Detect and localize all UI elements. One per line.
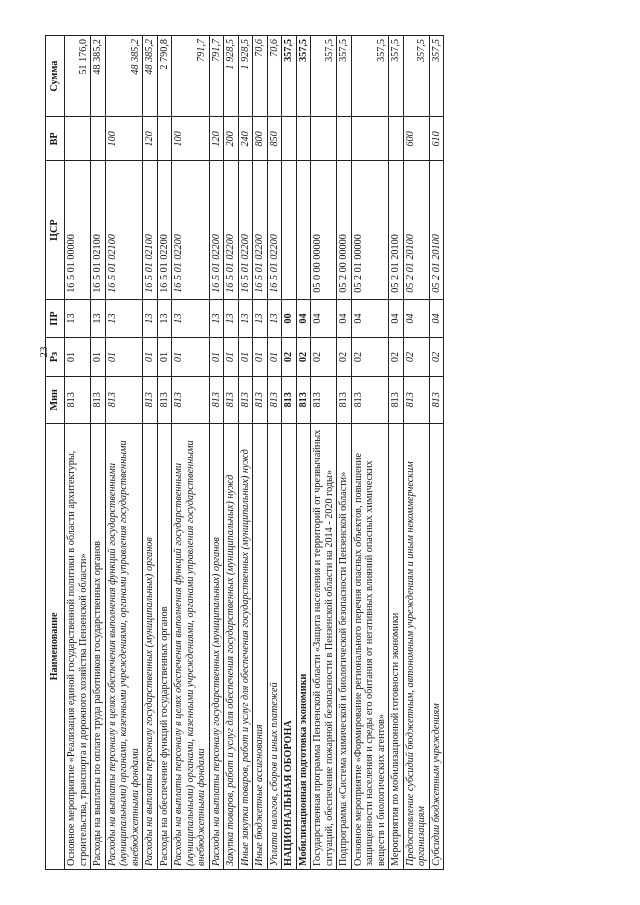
cell-min: 813: [238, 376, 253, 423]
cell-pr: 13: [65, 299, 91, 337]
cell-vr: [91, 117, 106, 161]
cell-sum: 357,5: [389, 36, 404, 117]
cell-name: Иные закупки товаров, работ и услуг для обеспечения государственных (муниципальных) нужд: [238, 423, 253, 869]
page-number: 23: [38, 346, 50, 358]
cell-rz: 01: [143, 338, 158, 376]
cell-pr: 04: [351, 299, 389, 337]
cell-sum: 357,5: [429, 36, 444, 117]
cell-pr: 13: [267, 299, 282, 337]
cell-vr: [389, 117, 404, 161]
cell-csr: 05 2 00 00000: [337, 161, 352, 299]
cell-vr: 120: [143, 117, 158, 161]
cell-min: 813: [209, 376, 224, 423]
table-row: [337, 36, 352, 870]
cell-name: Иные бюджетные ассигнования: [253, 423, 268, 869]
cell-csr: 16 5 01 02100: [91, 161, 106, 299]
cell-rz: 01: [209, 338, 224, 376]
cell-rz: 01: [105, 338, 143, 376]
cell-name: Расходы на выплаты персоналу в целях обеспечения выполнения функций государственными (муниципальными) органами, казенными учреждениями, органами управления государственными внебюджетными фондами: [105, 423, 143, 869]
budget-table: [45, 35, 444, 870]
cell-sum: 357,5: [311, 36, 337, 117]
table-row: [282, 36, 297, 870]
cell-sum: 357,5: [282, 36, 297, 117]
cell-csr: 05 0 00 00000: [311, 161, 337, 299]
cell-sum: 48 385,2: [143, 36, 158, 117]
table-row: [209, 36, 224, 870]
cell-name: Государственная программа Пензенской области «Защита населения и территорий от чрезвычайных ситуаций, обеспечение пожарной безопасности в Пензенской области на 2014 - 2020 годы»: [311, 423, 337, 869]
cell-rz: 02: [389, 338, 404, 376]
cell-sum: 357,5: [296, 36, 311, 117]
cell-csr: [282, 161, 297, 299]
cell-sum: 1 928,5: [238, 36, 253, 117]
cell-name: Уплата налогов, сборов и иных платежей: [267, 423, 282, 869]
cell-name: Основное мероприятие «Реализация единой государственной политики в области архитектуры, строительства, транспорта и дорожного хозяйства Пензенской области»: [65, 423, 91, 869]
cell-csr: [296, 161, 311, 299]
cell-min: 813: [337, 376, 352, 423]
cell-name: Предоставление субсидий бюджетным, автономным учреждениям и иным некоммерческим организациям: [403, 423, 429, 869]
cell-name: Расходы на обеспечение функций государственных органов: [157, 423, 172, 869]
cell-csr: 16 5 01 02200: [172, 161, 210, 299]
cell-vr: 610: [429, 117, 444, 161]
cell-rz: 02: [282, 338, 297, 376]
cell-rz: 02: [337, 338, 352, 376]
cell-min: 813: [267, 376, 282, 423]
cell-csr: 16 5 01 02200: [224, 161, 239, 299]
cell-vr: [157, 117, 172, 161]
cell-pr: 04: [403, 299, 429, 337]
table-body: [65, 36, 444, 870]
cell-pr: 13: [172, 299, 210, 337]
col-header-rz: Рз: [46, 338, 65, 376]
cell-pr: 04: [311, 299, 337, 337]
header-row: [46, 36, 65, 870]
cell-rz: 02: [403, 338, 429, 376]
cell-vr: 100: [172, 117, 210, 161]
table-row: [429, 36, 444, 870]
col-header-name: Наименование: [46, 423, 65, 869]
table-row: [157, 36, 172, 870]
col-header-sum: Сумма: [46, 36, 65, 117]
cell-min: 813: [157, 376, 172, 423]
cell-rz: 01: [238, 338, 253, 376]
cell-sum: 791,7: [172, 36, 210, 117]
cell-rz: 01: [267, 338, 282, 376]
cell-csr: 05 2 01 20100: [403, 161, 429, 299]
table-row: [267, 36, 282, 870]
cell-csr: 16 5 01 02200: [253, 161, 268, 299]
table-row: [351, 36, 389, 870]
table-row: [403, 36, 429, 870]
cell-csr: 05 2 01 00000: [351, 161, 389, 299]
cell-pr: 13: [157, 299, 172, 337]
cell-name: Мобилизационная подготовка экономики: [296, 423, 311, 869]
cell-name: Расходы на выплаты персоналу государственных (муниципальных) органов: [209, 423, 224, 869]
cell-name: Расходы на выплаты по оплате труда работников государственных органов: [91, 423, 106, 869]
cell-sum: 70,6: [267, 36, 282, 117]
cell-vr: 200: [224, 117, 239, 161]
cell-rz: 01: [224, 338, 239, 376]
cell-min: 813: [253, 376, 268, 423]
cell-csr: 16 5 01 02200: [157, 161, 172, 299]
cell-vr: 120: [209, 117, 224, 161]
cell-csr: 16 5 01 02200: [267, 161, 282, 299]
cell-vr: 100: [105, 117, 143, 161]
cell-name: НАЦИОНАЛЬНАЯ ОБОРОНА: [282, 423, 297, 869]
cell-pr: 13: [209, 299, 224, 337]
cell-rz: 01: [91, 338, 106, 376]
cell-csr: 16 5 01 02100: [143, 161, 158, 299]
col-header-csr: ЦСР: [46, 161, 65, 299]
cell-vr: 800: [253, 117, 268, 161]
cell-sum: 51 176,0: [65, 36, 91, 117]
cell-pr: 13: [238, 299, 253, 337]
cell-name: Расходы на выплаты персоналу государственных (муниципальных) органов: [143, 423, 158, 869]
cell-name: Закупка товаров, работ и услуг для обеспечения государственных (муниципальных) нужд: [224, 423, 239, 869]
table-row: [143, 36, 158, 870]
table-row: [253, 36, 268, 870]
cell-vr: [311, 117, 337, 161]
cell-pr: 13: [253, 299, 268, 337]
cell-sum: 48 385,2: [91, 36, 106, 117]
cell-vr: [351, 117, 389, 161]
cell-sum: 357,5: [403, 36, 429, 117]
cell-vr: [282, 117, 297, 161]
cell-min: 813: [403, 376, 429, 423]
cell-rz: 02: [311, 338, 337, 376]
table-row: [91, 36, 106, 870]
table-row: [238, 36, 253, 870]
cell-vr: [65, 117, 91, 161]
cell-min: 813: [143, 376, 158, 423]
cell-pr: 04: [429, 299, 444, 337]
cell-csr: 16 5 01 00000: [65, 161, 91, 299]
cell-rz: 01: [65, 338, 91, 376]
cell-name: Мероприятия по мобилизационной готовности экономики: [389, 423, 404, 869]
cell-rz: 02: [351, 338, 389, 376]
table-row: [389, 36, 404, 870]
cell-min: 813: [311, 376, 337, 423]
cell-sum: 357,5: [337, 36, 352, 117]
table-row: [65, 36, 91, 870]
cell-vr: [296, 117, 311, 161]
cell-vr: 600: [403, 117, 429, 161]
cell-vr: 850: [267, 117, 282, 161]
cell-pr: 13: [224, 299, 239, 337]
cell-pr: 04: [296, 299, 311, 337]
col-header-vr: ВР: [46, 117, 65, 161]
cell-rz: 01: [157, 338, 172, 376]
cell-csr: 16 5 01 02100: [105, 161, 143, 299]
cell-rz: 02: [296, 338, 311, 376]
cell-rz: 02: [429, 338, 444, 376]
cell-name: Субсидии бюджетным учреждениям: [429, 423, 444, 869]
cell-min: 813: [429, 376, 444, 423]
cell-vr: [337, 117, 352, 161]
table-row: [105, 36, 143, 870]
cell-csr: 05 2 01 20100: [389, 161, 404, 299]
cell-min: 813: [282, 376, 297, 423]
cell-pr: 13: [143, 299, 158, 337]
cell-csr: 05 2 01 20100: [429, 161, 444, 299]
cell-min: 813: [389, 376, 404, 423]
cell-sum: 70,6: [253, 36, 268, 117]
cell-sum: 2 790,8: [157, 36, 172, 117]
cell-sum: 791,7: [209, 36, 224, 117]
col-header-pr: ПР: [46, 299, 65, 337]
col-header-min: Мин: [46, 376, 65, 423]
cell-name: Подпрограмма «Система химической и биологической безопасности Пензенской области»: [337, 423, 352, 869]
cell-csr: 16 5 01 02200: [209, 161, 224, 299]
cell-rz: 01: [253, 338, 268, 376]
cell-name: Расходы на выплаты персоналу в целях обеспечения выполнения функций государственными (муниципальными) органами, казенными учреждениями, органами управления государственными внебюджетными фондами: [172, 423, 210, 869]
table-row: [172, 36, 210, 870]
cell-pr: 04: [389, 299, 404, 337]
cell-min: 813: [351, 376, 389, 423]
cell-pr: 13: [91, 299, 106, 337]
cell-min: 813: [91, 376, 106, 423]
cell-sum: 48 385,2: [105, 36, 143, 117]
cell-pr: 04: [337, 299, 352, 337]
table-row: [296, 36, 311, 870]
cell-min: 813: [296, 376, 311, 423]
cell-name: Основное мероприятие «Формирование регионального перечня опасных объектов, повышение защищенности населения и среды его обитания от негативных влияний опасных химических веществ и биологических агентов»: [351, 423, 389, 869]
cell-min: 813: [105, 376, 143, 423]
table-row: [224, 36, 239, 870]
cell-min: 813: [172, 376, 210, 423]
cell-pr: 00: [282, 299, 297, 337]
cell-min: 813: [224, 376, 239, 423]
cell-sum: 1 928,5: [224, 36, 239, 117]
rotated-page: [45, 35, 605, 870]
cell-csr: 16 5 01 02200: [238, 161, 253, 299]
cell-vr: 240: [238, 117, 253, 161]
cell-min: 813: [65, 376, 91, 423]
table-row: [311, 36, 337, 870]
cell-pr: 13: [105, 299, 143, 337]
cell-sum: 357,5: [351, 36, 389, 117]
cell-rz: 01: [172, 338, 210, 376]
